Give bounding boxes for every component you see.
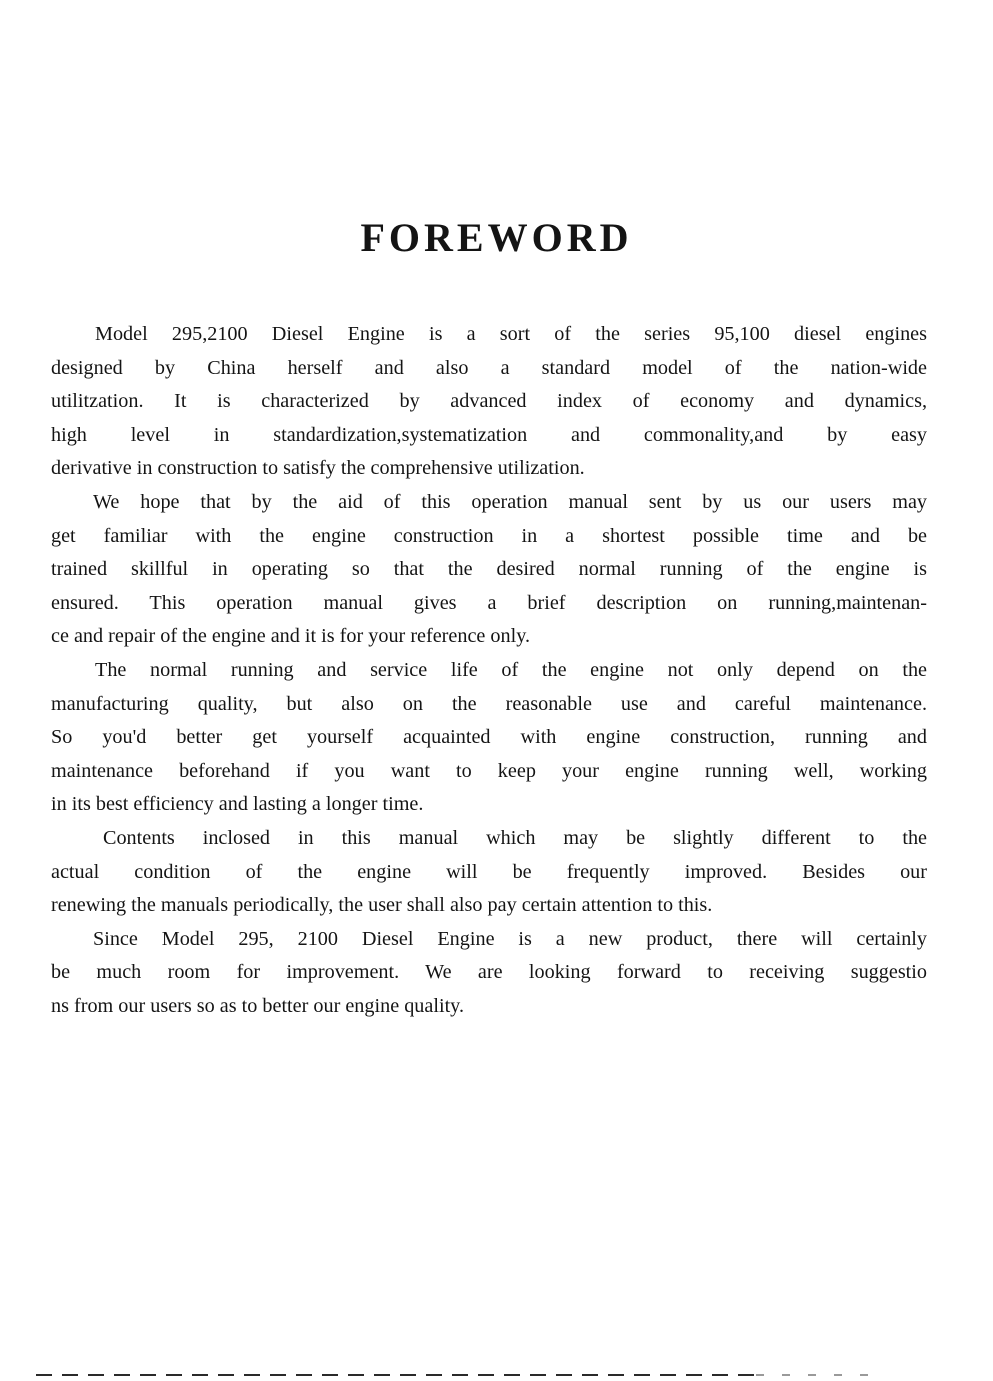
paragraph-line: Model 295,2100 Diesel Engine is a sort of the series 95,100 diesel engines bbox=[95, 323, 927, 345]
paragraph-line: trained skillful in operating so that the desired normal running of the engine is bbox=[51, 558, 927, 581]
paragraph-line: be much room for improvement. We are looking forward to receiving suggestio bbox=[51, 961, 927, 984]
foreword-body bbox=[51, 318, 927, 1023]
paragraph-line: utilitzation. It is characterized by advanced index of economy and dynamics, bbox=[51, 390, 927, 413]
paragraph-2 bbox=[51, 486, 927, 654]
paragraph-4 bbox=[51, 822, 927, 923]
paragraph-line: high level in standardization,systematization and commonality,and by easy bbox=[51, 423, 927, 446]
paragraph-1 bbox=[51, 318, 927, 486]
paragraph-line: So you'd better get yourself acquainted with engine construction, running and bbox=[51, 726, 927, 749]
paragraph-line: Since Model 295, 2100 Diesel Engine is a new product, there will certainly bbox=[93, 927, 927, 950]
paragraph-line: derivative in construction to satisfy the comprehensive utilization. bbox=[51, 457, 585, 480]
page-title: FOREWORD bbox=[360, 215, 633, 260]
paragraph-line: ce and repair of the engine and it is for your reference only. bbox=[51, 625, 531, 648]
footer-dashed-rule-faded bbox=[756, 1374, 886, 1376]
paragraph-line: designed by China herself and also a standard model of the nation-wide bbox=[51, 356, 927, 379]
paragraph-line: in its best efficiency and lasting a longer time. bbox=[51, 793, 424, 816]
paragraph-line: ns from our users so as to better our engine quality. bbox=[51, 994, 465, 1017]
footer-dashed-rule bbox=[36, 1374, 756, 1376]
paragraph-line: ensured. This operation manual gives a brief description on running,maintenan- bbox=[51, 591, 927, 614]
paragraph-line: Contents inclosed in this manual which may be slightly different to the bbox=[103, 826, 927, 849]
paragraph-line: manufacturing quality, but also on the reasonable use and careful maintenance. bbox=[51, 692, 927, 715]
paragraph-3 bbox=[51, 654, 927, 822]
paragraph-5 bbox=[51, 923, 927, 1024]
paragraph-line: renewing the manuals periodically, the user shall also pay certain attention to this. bbox=[51, 894, 713, 917]
paragraph-line: maintenance beforehand if you want to keep your engine running well, working bbox=[51, 759, 927, 782]
paragraph-line: actual condition of the engine will be frequently improved. Besides our bbox=[51, 860, 927, 883]
paragraph-line: get familiar with the engine construction in a shortest possible time and be bbox=[51, 524, 927, 547]
paragraph-line: The normal running and service life of the engine not only depend on the bbox=[95, 658, 927, 681]
paragraph-line: We hope that by the aid of this operation manual sent by us our users may bbox=[93, 490, 927, 513]
